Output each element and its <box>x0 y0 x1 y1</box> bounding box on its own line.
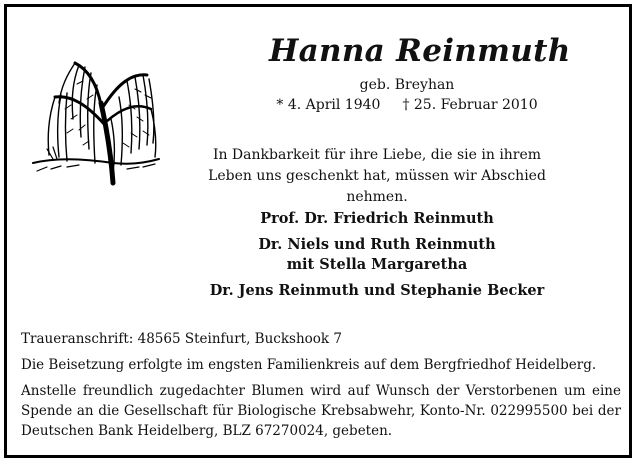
intro-text: In Dankbarkeit für ihre Liebe, die sie in ihrem Leben uns geschenkt hat, müssen wir Abschied nehmen. <box>208 147 546 205</box>
obituary-notice <box>4 4 632 458</box>
mourning-address: Traueranschrift: 48565 Steinfurt, Buckshook 7 <box>21 331 342 347</box>
burial-notice: Die Beisetzung erfolgte im engsten Familienkreis auf dem Bergfriedhof Heidelberg. <box>21 357 597 373</box>
family-line: mit Stella Margaretha <box>286 256 468 273</box>
donation-notice: Anstelle freundlich zugedachter Blumen wird auf Wunsch der Verstorbenen um eine Spende an die Gesellschaft für Biologische Krebsabwehr, Konto-Nr. 022995500 bei der Deutschen Bank Heidelberg, BLZ 67270024, gebeten. <box>21 383 621 439</box>
death-date: † 25. Februar 2010 <box>402 97 538 113</box>
birth-name: geb. Breyhan <box>359 77 455 93</box>
life-dates <box>267 97 547 113</box>
birth-date: * 4. April 1940 <box>276 97 381 113</box>
family-line: Dr. Jens Reinmuth und Stephanie Becker <box>209 282 545 299</box>
deceased-name: Hanna Reinmuth <box>269 33 571 69</box>
weeping-willow-icon <box>27 45 167 195</box>
family-line: Dr. Niels und Ruth Reinmuth <box>258 236 496 253</box>
family-line: Prof. Dr. Friedrich Reinmuth <box>260 210 494 227</box>
